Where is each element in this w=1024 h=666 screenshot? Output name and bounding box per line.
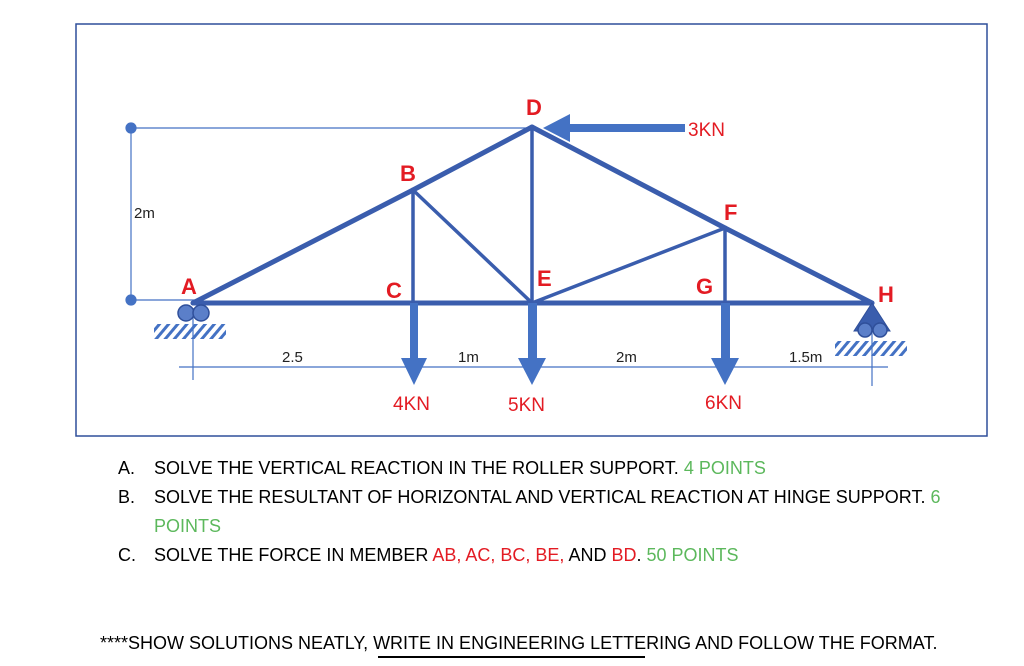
question-a-points: 4 POINTS [683, 458, 766, 478]
dimension-gh-label: 1.5m [789, 349, 823, 366]
member-be [413, 190, 532, 303]
question-c-and: AND [564, 545, 612, 565]
node-label-e: E [537, 266, 552, 291]
load-label-4kn: 4KN [393, 394, 430, 415]
node-label-h: H [878, 282, 894, 307]
footer-instruction: ****SHOW SOLUTIONS NEATLY, WRITE IN ENGINEERING LETTERING AND FOLLOW THE FORMAT. [100, 633, 938, 653]
load-label-6kn: 6KN [705, 393, 742, 414]
question-a-letter: A. [118, 458, 136, 478]
load-label-3kn: 3KN [688, 120, 725, 141]
load-arrow-e [518, 303, 546, 385]
dimension-ce-label: 1m [458, 349, 479, 366]
member-df [532, 127, 725, 228]
load-arrow-g [711, 303, 739, 385]
question-c-letter: C. [118, 545, 136, 565]
node-label-c: C [386, 278, 402, 303]
member-bd [413, 127, 532, 190]
question-b-letter: B. [118, 487, 136, 507]
question-a-text: SOLVE THE VERTICAL REACTION IN THE ROLLER SUPPORT. [154, 458, 684, 478]
load-arrows [401, 114, 739, 385]
question-c-member-bd: BD [611, 545, 637, 565]
question-a [118, 454, 998, 483]
load-arrow-d [543, 114, 685, 142]
load-label-5kn: 5KN [508, 395, 545, 416]
question-b-points: 6 POINTS [154, 487, 941, 536]
member-fh [725, 228, 872, 303]
dimension-eg-label: 2m [616, 349, 637, 366]
question-c [118, 541, 998, 570]
node-label-f: F [724, 200, 738, 225]
member-ab [193, 190, 413, 303]
question-c-members: AB, AC, BC, BE, [432, 545, 565, 565]
node-label-d: D [526, 95, 542, 120]
truss-web-members [413, 127, 725, 303]
node-label-g: G [696, 274, 714, 299]
node-label-b: B [400, 161, 416, 186]
question-b-text: SOLVE THE RESULTANT OF HORIZONTAL AND VERTICAL REACTION AT HINGE SUPPORT. [154, 487, 931, 507]
question-c-text: SOLVE THE FORCE IN MEMBER [154, 545, 433, 565]
footer-underline [378, 656, 645, 658]
height-dimension-label: 2m [134, 205, 155, 222]
load-arrow-c [401, 303, 427, 385]
question-c-points: 50 POINTS [646, 545, 739, 565]
roller-support-a [154, 305, 226, 339]
node-label-a: A [181, 274, 197, 299]
hinge-support-h [835, 303, 907, 356]
question-c-period: . [636, 545, 647, 565]
dimension-ac-label: 2.5 [282, 349, 303, 366]
question-list [118, 454, 998, 570]
question-b [118, 483, 998, 541]
